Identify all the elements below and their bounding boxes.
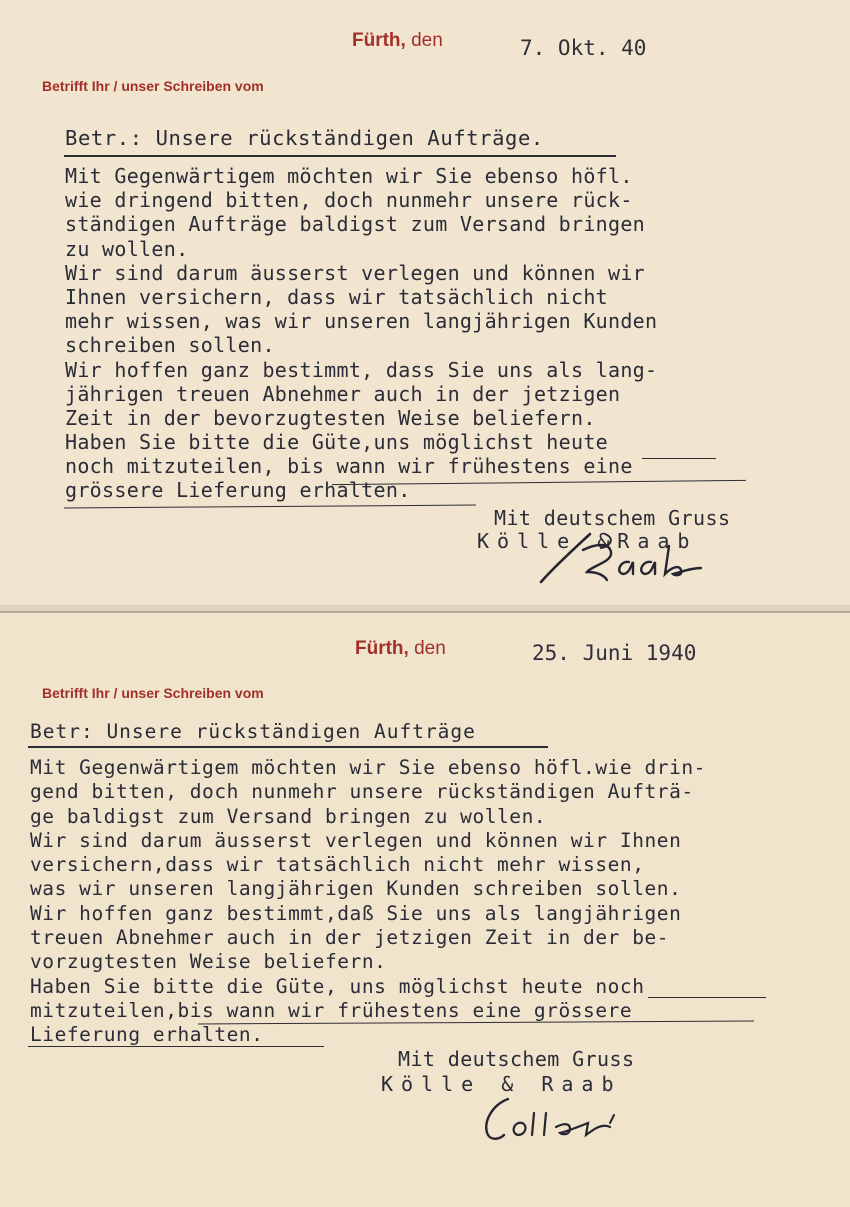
body-line: wie dringend bitten, doch nunmehr unsere rück- [65,188,633,213]
firm-name: Kölle &Raab [477,529,698,553]
underline-heute-noch [648,997,766,998]
subject-line: Betr.: Unsere rückständigen Aufträge. [65,126,544,150]
underline-heute [642,458,716,459]
closing-greeting: Mit deutschem Gruss [398,1047,635,1071]
body-line: mitzuteilen,bis wann wir frühestens eine grössere [30,998,633,1022]
body-line: gend bitten, doch nunmehr unsere rückständigen Aufträ- [30,780,694,804]
letter-body [30,756,706,1048]
body-line: versichern,dass wir tatsächlich nicht mehr wissen, [30,853,645,877]
body-line: Mit Gegenwärtigem möchten wir Sie ebenso höfl.wie drin- [30,756,706,779]
subject-underline [64,155,616,157]
body-line: Ihnen versichern, dass wir tatsächlich nicht [65,284,609,309]
place-header [352,30,443,52]
body-line: noch mitzuteilen, bis wann wir frühestens eine [65,454,633,479]
body-line: Mit Gegenwärtigem möchten wir Sie ebenso höfl. [65,164,633,188]
body-line: treuen Abnehmer auch in der jetzigen Zeit in der be- [30,926,670,950]
subject-line: Betr: Unsere rückständigen Aufträge [30,720,476,743]
body-line: was wir unseren langjährigen Kunden schreiben sollen. [30,877,682,901]
signature-raab [535,528,715,588]
place-den: den [414,638,446,659]
place-name: Fürth, [355,638,409,659]
body-line: jährigen treuen Abnehmer auch in der jetzigen [65,381,621,406]
letter-date: 7. Okt. 40 [520,36,647,60]
closing-greeting: Mit deutschem Gruss [494,506,731,530]
body-line: ständigen Aufträge baldigst zum Versand bringen [65,212,646,237]
body-line: Wir hoffen ganz bestimmt, dass Sie uns als lang- [65,357,658,382]
body-line: Haben Sie bitte die Güte, uns möglichst heute noch [30,974,645,998]
body-line: Wir hoffen ganz bestimmt,daß Sie uns als langjährigen [30,901,682,925]
place-den: den [411,30,443,51]
body-line: ge baldigst zum Versand bringen zu wollen. [30,804,547,828]
letter-body [65,164,657,503]
body-line: Wir sind darum äusserst verlegen und können wir [65,260,646,285]
underline-lieferung [64,505,476,509]
body-line: Lieferung erhalten. [30,1023,264,1047]
body-line: Haben Sie bitte die Güte,uns möglichst heute [65,430,609,455]
body-line: schreiben sollen. [65,333,275,358]
body-line: mehr wissen, was wir unseren langjährigen Kunden [65,309,658,334]
body-line: Wir sind darum äusserst verlegen und können wir Ihnen [30,828,682,852]
body-line: zu wollen. [65,236,189,261]
letter-date: 25. Juni 1940 [532,641,697,665]
reference-label: Betrifft Ihr / unser Schreiben vom [42,685,264,701]
place-name: Fürth, [352,30,406,51]
reference-label: Betrifft Ihr / unser Schreiben vom [42,78,264,94]
underline-lieferung [28,1046,324,1047]
body-line: vorzugtesten Weise beliefern. [30,950,387,974]
body-line: grössere Lieferung erhalten. [65,478,411,503]
body-line: Zeit in der bevorzugtesten Weise beliefern. [65,405,596,430]
firm-name: Kölle & Raab [381,1072,622,1096]
signature-koelle [478,1093,638,1145]
subject-underline [28,746,548,748]
postcard-2 [0,611,850,1207]
place-header [355,638,446,660]
